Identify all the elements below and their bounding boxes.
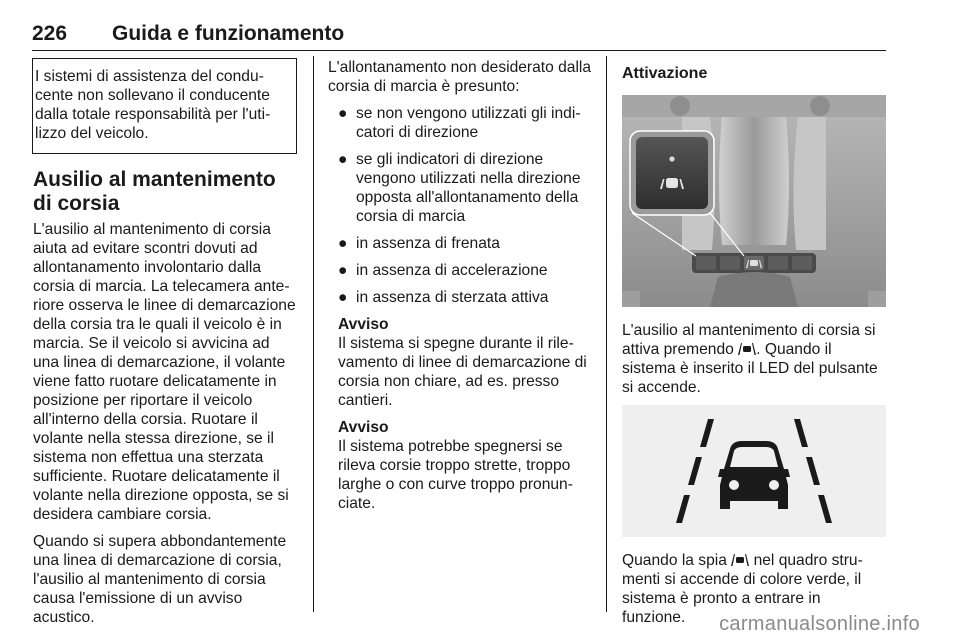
notice-heading: Avviso [338, 316, 389, 333]
dashboard-button-photo [622, 95, 886, 307]
subsection-title: Attivazione [622, 65, 708, 82]
column-2 [328, 58, 592, 521]
list-item: ● in assenza di accelerazione [338, 262, 548, 279]
body-paragraph: L'ausilio al mantenimento di corsia aiuta ad evitare scontri dovuti ad allontanamento involontario dalla corsia di marcia. La telecamera anteriore osserva le linee di demarcazione della corsia tra le quali il veicolo è in marcia. Se il veicolo si avvicina ad una linea di demarcazione, il volante viene fatto ruotare delicatamente in posizione per riportare il veicolo all'interno della corsia. Ruotare il volante nella stessa direzione, se il sistema non effettua una sterzata sufficiente. Ruotare delicatamente il volante nella direzione opposta, se si desidera cambiare corsia. [33, 221, 296, 523]
column-divider [313, 56, 314, 612]
body-paragraph: L'allontanamento non desiderato dalla corsia di marcia è presunto: [328, 59, 592, 95]
lane-keep-indicator-icon [731, 552, 749, 567]
list-item: ● in assenza di sterzata attiva [338, 289, 549, 306]
list-item: ● se gli indicatori di direzione vengono utilizzati nella direzione opposta all'allontanamento della corsia di marcia [338, 151, 581, 225]
warning-note-text: I sistemi di assistenza del conducente non sollevano il conducente dalla totale responsabilità per l'utilizzo del veicolo. [35, 68, 271, 142]
header-rule [32, 50, 886, 51]
body-paragraph: L'ausilio al mantenimento di corsia si attiva premendo . Quando il sistema è inserito il LED del pulsante si accende. [622, 322, 878, 396]
list-item: ● se non vengono utilizzati gli indicatori di direzione [338, 105, 581, 141]
page-number: 226 [32, 22, 68, 45]
body-paragraph: Quando si supera abbondantemente una linea di demarcazione di corsia, l'ausilio al mantenimento di corsia causa l'emissione di un avviso acustico. [33, 533, 287, 626]
notice-text: Il sistema potrebbe spegnersi se rileva corsie troppo strette, troppo larghe o con curve troppo pronunciate. [338, 438, 573, 512]
page-header [32, 22, 952, 46]
lane-keep-assist-icon [622, 405, 886, 537]
bullet: ● [338, 151, 348, 168]
lane-keep-assist-button-icon [738, 341, 756, 356]
column-1 [33, 58, 297, 635]
column-divider [606, 56, 607, 612]
watermark: carmanualsonline.info [719, 613, 920, 635]
list-item: ● in assenza di frenata [338, 235, 500, 252]
section-title: Ausilio al mantenimento di corsia [33, 168, 276, 215]
body-paragraph: Quando la spia nel quadro strumenti si accende di colore verde, il sistema è pronto a entrare in funzione. [622, 552, 863, 626]
bullet: ● [338, 262, 348, 279]
running-title: Guida e funzionamento [112, 22, 345, 45]
notice-text: Il sistema si spegne durante il rilevamento di linee di demarcazione di corsia non chiare, ad es. presso cantieri. [338, 335, 587, 409]
bullet: ● [338, 289, 348, 306]
bullet: ● [338, 105, 348, 122]
column-3 [622, 58, 886, 635]
warning-note-box [32, 58, 297, 154]
condition-list [328, 104, 592, 307]
bullet: ● [338, 235, 348, 252]
notice-heading: Avviso [338, 419, 389, 436]
